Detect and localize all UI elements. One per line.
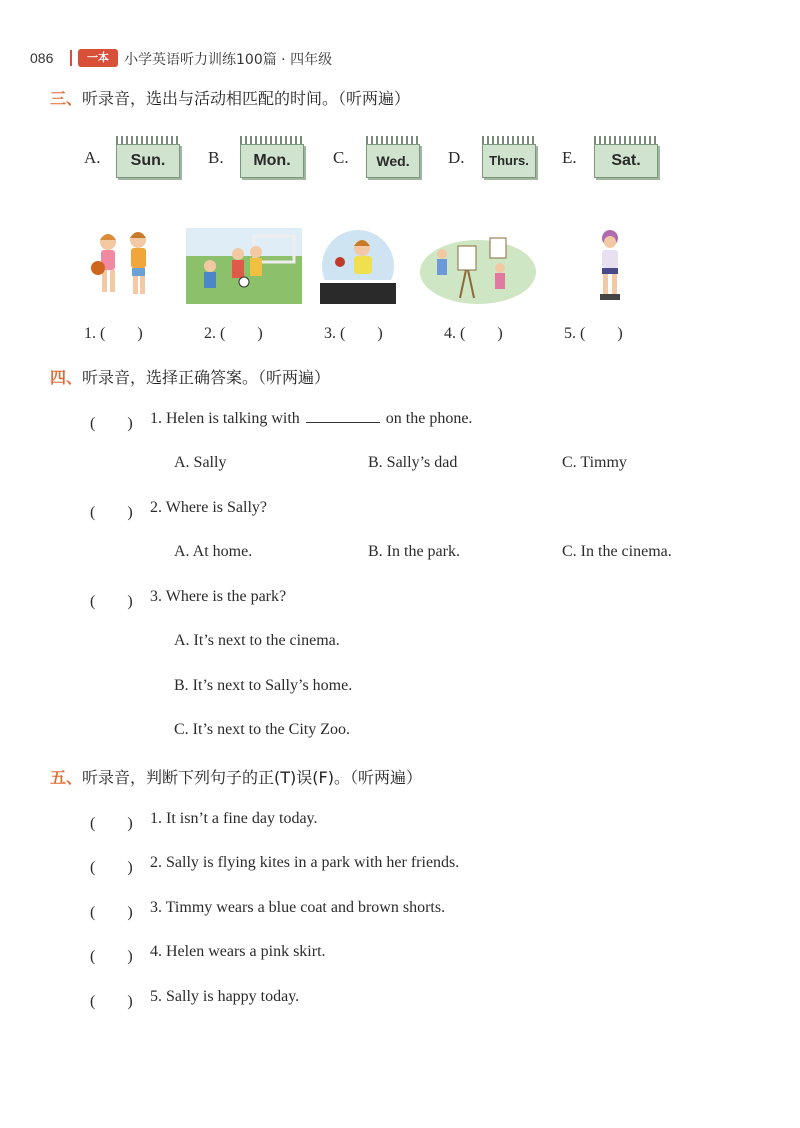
calendar-letter-d: D. [448, 148, 465, 167]
option: A. Sally [174, 454, 227, 471]
answer-paren[interactable]: ( ) [90, 948, 133, 965]
calendar-day: Sat. [594, 144, 658, 178]
question-2: 2. Where is Sally? [150, 499, 268, 516]
section-5-number: 五、 [50, 768, 83, 787]
statement-2: 2. Sally is flying kites in a park with her friends. [150, 854, 460, 871]
calendar-day: Wed. [366, 144, 420, 178]
statement-5: 5. Sally is happy today. [150, 988, 300, 1005]
calendar-mon [240, 136, 304, 178]
answer-slot-5[interactable]: 5. ( ) [564, 325, 623, 342]
answer-paren[interactable]: ( ) [90, 904, 133, 921]
answer-slot-1[interactable]: 1. ( ) [84, 325, 143, 342]
calendar-letter-b: B. [208, 148, 224, 167]
option: B. It’s next to Sally’s home. [174, 677, 353, 694]
calendar-sat [594, 136, 658, 178]
roller-skating-picture [580, 228, 636, 304]
answer-slot-2[interactable]: 2. ( ) [204, 325, 263, 342]
answer-paren[interactable]: ( ) [90, 504, 133, 521]
question-1 [150, 410, 472, 428]
section-5-title: 听录音，判断下列句子的正(T)误(F)。（听两遍） [82, 768, 422, 787]
section-3-heading [50, 86, 410, 109]
brand-logo: 一本 [78, 49, 118, 67]
answer-paren[interactable]: ( ) [90, 815, 133, 832]
option: B. Sally’s dad [368, 454, 458, 471]
page-number: 086 [30, 50, 54, 66]
option: B. In the park. [368, 543, 460, 560]
table-tennis-picture [320, 228, 396, 304]
option: C. Timmy [562, 454, 627, 471]
option: A. It’s next to the cinema. [174, 632, 340, 649]
statement-3: 3. Timmy wears a blue coat and brown shorts. [150, 899, 446, 916]
calendar-day: Sun. [116, 144, 180, 178]
calendar-day: Thurs. [482, 144, 536, 178]
option: C. It’s next to the City Zoo. [174, 721, 350, 738]
section-3-number: 三、 [50, 89, 83, 108]
calendar-letter-c: C. [333, 148, 349, 167]
question-3: 3. Where is the park? [150, 588, 287, 605]
basketball-kids-picture [84, 228, 164, 304]
option: C. In the cinema. [562, 543, 672, 560]
calendar-wed [366, 136, 420, 178]
section-3-title: 听录音，选出与活动相匹配的时间。（听两遍） [82, 89, 411, 108]
section-4-heading [50, 365, 330, 388]
calendar-day: Mon. [240, 144, 304, 178]
book-title: 小学英语听力训练100篇 · 四年级 [124, 52, 333, 68]
section-4-number: 四、 [50, 368, 83, 387]
answer-paren[interactable]: ( ) [90, 993, 133, 1010]
painting-park-picture [420, 228, 536, 304]
answer-slot-3[interactable]: 3. ( ) [324, 325, 383, 342]
answer-paren[interactable]: ( ) [90, 415, 133, 432]
question-text-end: on the phone. [385, 410, 473, 427]
calendar-sun [116, 136, 180, 178]
section-4-title: 听录音，选择正确答案。（听两遍） [82, 368, 331, 387]
answer-slot-4[interactable]: 4. ( ) [444, 325, 503, 342]
answer-paren[interactable]: ( ) [90, 859, 133, 876]
football-park-picture [186, 228, 302, 304]
header-divider [70, 50, 72, 66]
fill-blank[interactable] [306, 410, 380, 423]
calendar-letter-a: A. [84, 148, 101, 167]
statement-4: 4. Helen wears a pink skirt. [150, 943, 326, 960]
answer-paren[interactable]: ( ) [90, 593, 133, 610]
section-5-heading [50, 765, 422, 788]
calendar-letter-e: E. [562, 148, 577, 167]
question-text: 1. Helen is talking with [150, 410, 300, 427]
statement-1: 1. It isn’t a fine day today. [150, 810, 318, 827]
calendar-thurs [482, 136, 536, 178]
option: A. At home. [174, 543, 253, 560]
